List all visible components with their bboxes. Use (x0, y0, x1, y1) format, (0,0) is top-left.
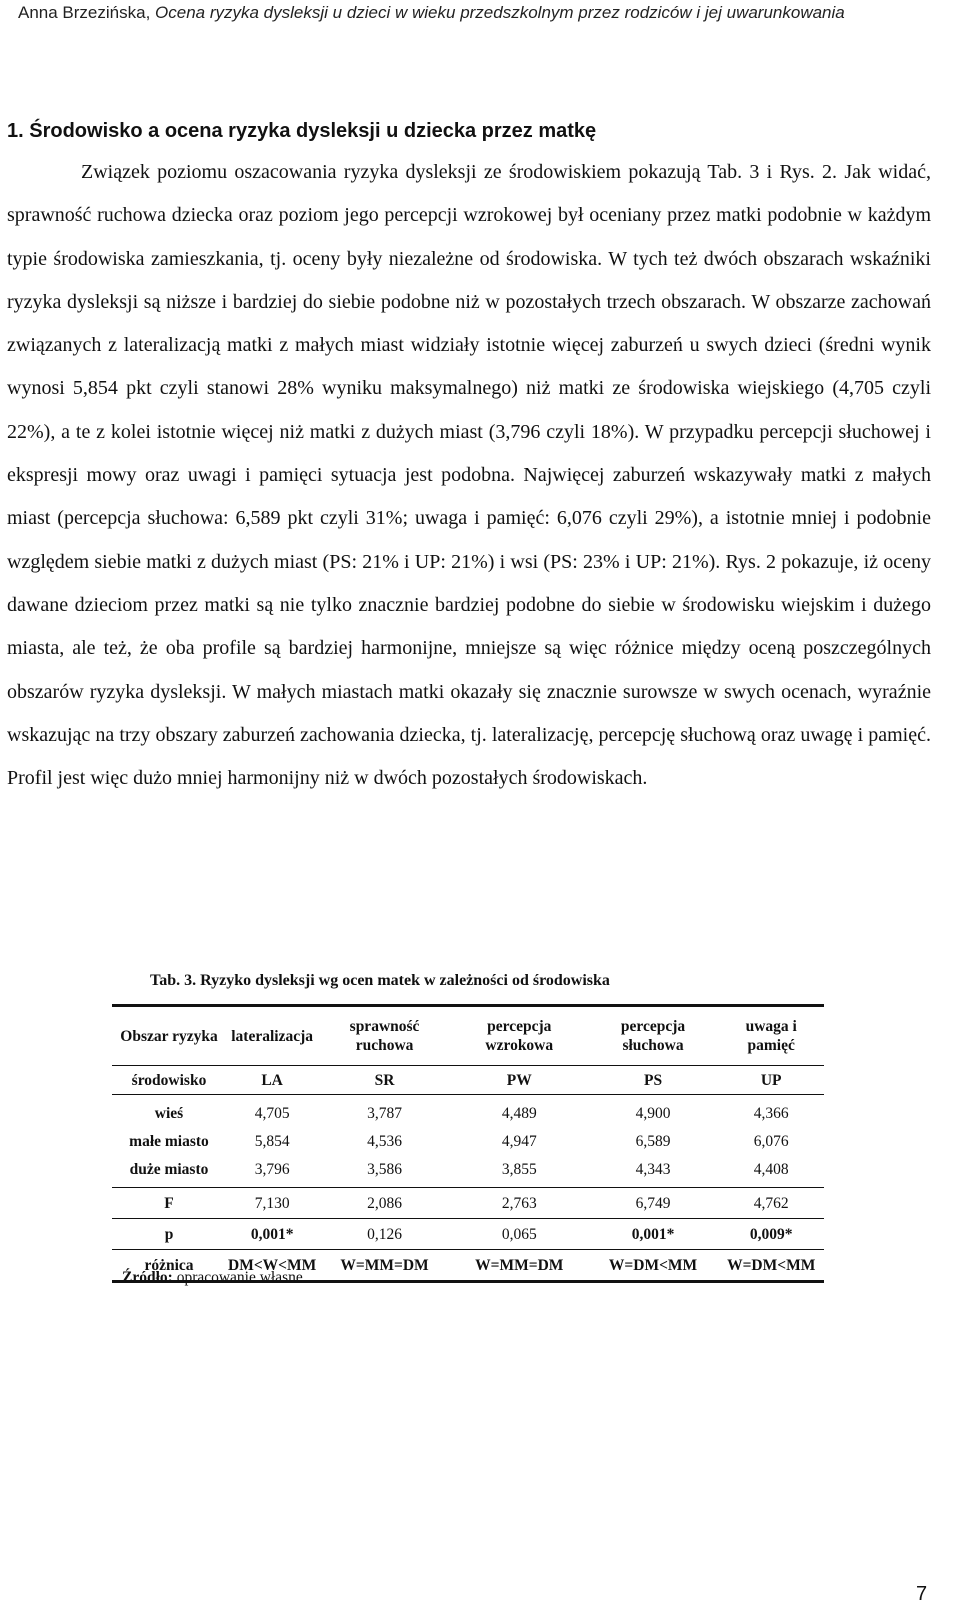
header-obszar: Obszar ryzyka (112, 1006, 226, 1066)
body-paragraph (7, 151, 931, 800)
table-abbr-row (112, 1066, 824, 1095)
cell-sr: 4,536 (367, 1132, 402, 1150)
cell-pw: W=MM=DM (451, 1250, 588, 1282)
cell-pw: 4,947 (501, 1132, 537, 1150)
cell-up: W=DM<MM (718, 1250, 824, 1282)
cell-la: 5,854 (254, 1132, 290, 1150)
header-sprawnosc: sprawność ruchowa (318, 1006, 451, 1066)
cell-sr: 3,787 (367, 1104, 402, 1122)
cell-up: 4,762 (718, 1188, 824, 1219)
cell-sr: 2,086 (318, 1188, 451, 1219)
cell-ps: 6,749 (588, 1188, 719, 1219)
section-title: 1. Środowisko a ocena ryzyka dysleksji u dziecka przez matkę (7, 120, 597, 142)
header-percepcja-wzrokowa: percepcja wzrokowa (451, 1006, 588, 1066)
cell-pw: 0,065 (451, 1219, 588, 1250)
table-row (112, 1095, 824, 1128)
table-row-f (112, 1188, 824, 1219)
cell-up: 6,076 (753, 1132, 789, 1150)
cell-pw: 4,489 (501, 1104, 537, 1122)
cell-ps: 4,900 (635, 1104, 671, 1122)
row-label: małe miasto (129, 1132, 209, 1150)
table-row (112, 1127, 824, 1155)
cell-la: 4,705 (254, 1104, 290, 1122)
table-row (112, 1155, 824, 1188)
row-label: różnica (112, 1250, 226, 1282)
cell-up: 4,366 (753, 1104, 789, 1122)
row-label: F (112, 1188, 226, 1219)
table-caption: Tab. 3. Ryzyko dysleksji wg ocen matek w zależności od środowiska (150, 972, 610, 989)
row-label: p (112, 1219, 226, 1250)
header-title: Ocena ryzyka dysleksji u dzieci w wieku przedszkolnym przez rodziców i jej uwarunkowania (155, 3, 845, 22)
abbr-up: UP (718, 1066, 824, 1095)
cell-la: 7,130 (226, 1188, 318, 1219)
abbr-srodowisko: środowisko (112, 1066, 226, 1095)
abbr-sr: SR (318, 1066, 451, 1095)
cell-la: DM<W<MM (226, 1250, 318, 1282)
header-uwaga-pamiec: uwaga i pamięć (718, 1006, 824, 1066)
page-number: 7 (916, 1583, 928, 1605)
table-row-p (112, 1219, 824, 1250)
cell-up: 0,009* (718, 1219, 824, 1250)
risk-table (112, 1004, 824, 1283)
cell-ps: 4,343 (588, 1155, 719, 1188)
cell-la: 0,001* (226, 1219, 318, 1250)
cell-sr: 3,586 (318, 1155, 451, 1188)
cell-ps: 0,001* (588, 1219, 719, 1250)
row-label: wieś (154, 1104, 184, 1122)
cell-sr: 0,126 (318, 1219, 451, 1250)
row-label: duże miasto (112, 1155, 226, 1188)
cell-up: 4,408 (718, 1155, 824, 1188)
running-header (18, 2, 942, 24)
source-text: opracowanie własne (176, 1269, 303, 1286)
table-header-row (112, 1006, 824, 1066)
cell-sr: W=MM=DM (318, 1250, 451, 1282)
header-percepcja-sluchowa: percepcja słuchowa (588, 1006, 719, 1066)
body-paragraph-text: Związek poziomu oszacowania ryzyka dysleksji ze środowiskiem pokazują Tab. 3 i Rys. 2. Jak widać, sprawność ruchowa dziecka oraz poziom jego percepcji wzrokowej był oceniany przez matki podobnie w każdym typie środowiska zamieszkania, tj. oceny były niezależne od środowiska. W tych też dwóch obszarach wskaźniki ryzyka dysleksji są niższe i bardziej do siebie podobne niż w pozostałych trzech obszarach. W obszarze zachowań związanych z lateralizacją matki z małych miast widziały istotnie więcej zaburzeń u swych dzieci (średni wynik wynosi 5,854 pkt czyli stanowi 28% wyniku maksymalnego) niż matki ze środowiska wiejskiego (4,705 czyli 22%), a te z kolei istotnie więcej niż matki z dużych miast (3,796 czyli 18%). W przypadku percepcji słuchowej i ekspresji mowy oraz uwagi i pamięci sytuacja jest podobna. Najwięcej zaburzeń wskazywały matki z małych miast (percepcja słuchowa: 6,589 pkt czyli 31%; uwaga i pamięć: 6,076 czyli 29%), a istotnie mniej i podobnie względem siebie matki z dużych miast (PS: 21% i UP: 21%) i wsi (PS: 23% i UP: 21%). Rys. 2 pokazuje, iż oceny dawane dzieciom przez matki są nie tylko znacznie bardziej podobne do siebie w środowisku wiejskim i dużego miasta, ale też, że oba profile są bardziej harmonijne, mniejsze są więc różnice między oceną poszczególnych obszarów ryzyka dysleksji. W małych miastach matki okazały się znacznie surowsze w swych ocenach, wyraźnie wskazując na trzy obszary zaburzeń zachowania dziecka, tj. lateralizację, percepcję słuchową oraz uwagę i pamięć. Profil jest więc dużo mniej harmonijny niż w dwóch pozostałych środowiskach. (7, 161, 931, 790)
table-source (122, 1268, 303, 1288)
source-label: Źródło: (122, 1269, 173, 1286)
cell-la: 3,796 (226, 1155, 318, 1188)
cell-ps: W=DM<MM (588, 1250, 719, 1282)
abbr-pw: PW (451, 1066, 588, 1095)
cell-ps: 6,589 (635, 1132, 671, 1150)
cell-pw: 2,763 (451, 1188, 588, 1219)
abbr-la: LA (226, 1066, 318, 1095)
abbr-ps: PS (588, 1066, 719, 1095)
cell-pw: 3,855 (451, 1155, 588, 1188)
header-lateralizacja: lateralizacja (226, 1006, 318, 1066)
header-author: Anna Brzezińska, (18, 3, 151, 22)
